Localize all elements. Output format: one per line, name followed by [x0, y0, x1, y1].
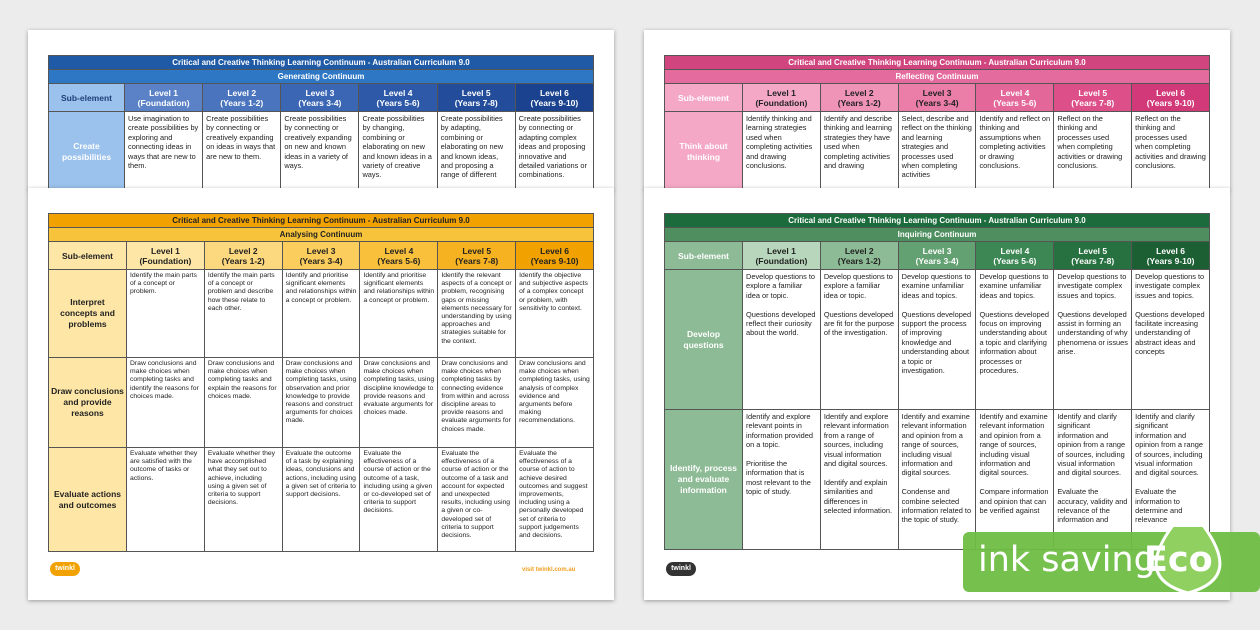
table-row: [49, 358, 594, 448]
analysing-main-title: Critical and Creative Thinking Learning Continuum - Australian Curriculum 9.0: [49, 214, 594, 228]
level-name: Level 6: [1156, 87, 1185, 98]
continuum-cell: Identify and describe thinking and learning strategies they have used when completing activities and drawing: [820, 112, 898, 191]
level-years: (Years 5-6): [993, 97, 1037, 108]
continuum-cell: Identify the main parts of a concept or problem and describe how these relate to each other.: [204, 270, 282, 358]
level-name: Level 1: [151, 245, 180, 256]
level-years: (Foundation): [139, 255, 192, 266]
level-header-4: [359, 84, 437, 112]
reflecting-continuum-title: Reflecting Continuum: [665, 70, 1210, 84]
continuum-cell: Identify and clarify significant information and opinion from a range of sources, including visual information and digital sources. Evaluate the accuracy, validity and relevance of the information and: [1054, 410, 1132, 550]
eco-text: Eco: [1144, 540, 1213, 580]
continuum-cell: Evaluate whether they have accomplished what they set out to achieve, including using a given set of criteria to support decisions.: [204, 448, 282, 552]
continuum-cell: Reflect on the thinking and processes used when completing activities and drawing conclusions.: [1132, 112, 1210, 191]
sub-element-header: Sub-element: [665, 84, 743, 112]
sub-element-cell: Develop questions: [665, 270, 743, 410]
level-name: Level 5: [1078, 87, 1108, 98]
level-name: Level 4: [383, 87, 413, 98]
level-header-4: [976, 84, 1054, 112]
level-years: (Years 3-4): [298, 97, 342, 108]
level-name: Level 2: [844, 245, 874, 256]
level-header-2: [820, 242, 898, 270]
level-name: Level 3: [305, 87, 335, 98]
continuum-cell: Evaluate the outcome of a task by explaining ideas, conclusions and actions, including using a given set of criteria to support decisions.: [282, 448, 360, 552]
reflecting-main-title: Critical and Creative Thinking Learning Continuum - Australian Curriculum 9.0: [665, 56, 1210, 70]
table-row: [49, 270, 594, 358]
sub-element-cell: Interpret concepts and problems: [49, 270, 127, 358]
continuum-cell: Develop questions to explore a familiar idea or topic. Questions developed are fit for the purpose of the investigation.: [820, 270, 898, 410]
continuum-cell: Reflect on the thinking and processes used when completing activities or drawing conclusions.: [1054, 112, 1132, 191]
reflecting-sheet: [644, 30, 1230, 190]
generating-table: [48, 55, 594, 190]
ink-saving-text: ink saving: [978, 540, 1156, 580]
level-years: (Years 9-10): [1146, 255, 1195, 266]
level-header-1: [125, 84, 203, 112]
level-years: (Years 7-8): [1071, 255, 1115, 266]
sub-element-cell: Create possibilities: [49, 112, 125, 191]
level-header-3: [282, 242, 360, 270]
continuum-cell: Identify and prioritise significant elements and relationships within a concept or problem.: [360, 270, 438, 358]
analysing-table: [48, 213, 594, 552]
level-name: Level 4: [1000, 245, 1030, 256]
level-years: (Years 5-6): [376, 97, 420, 108]
continuum-cell: Create possibilities by connecting or creatively expanding on new and known ideas in a variety of ways.: [281, 112, 359, 191]
continuum-cell: Develop questions to investigate complex issues and topics. Questions developed assist in forming an understanding of why phenomena or issues arise.: [1054, 270, 1132, 410]
level-name: Level 6: [540, 245, 569, 256]
level-name: Level 5: [461, 87, 491, 98]
level-years: (Years 1-2): [221, 255, 265, 266]
level-header-6: [516, 242, 594, 270]
continuum-cell: Develop questions to explore a familiar idea or topic. Questions developed reflect their curiosity about the world.: [743, 270, 821, 410]
continuum-cell: Identify thinking and learning strategies used when completing activities and drawing conclusions.: [743, 112, 821, 191]
level-name: Level 1: [767, 87, 796, 98]
continuum-cell: Draw conclusions and make choices when completing tasks, using discipline knowledge to provide reasons and evaluate arguments for choices made.: [360, 358, 438, 448]
continuum-cell: Create possibilities by adapting, combining or elaborating on new and known ideas, and proposing a range of different: [437, 112, 515, 191]
twinkl-logo-inquiring: twinkl: [666, 562, 696, 576]
level-name: Level 6: [539, 87, 569, 98]
continuum-cell: Evaluate the effectiveness of a course of action or the outcome of a task, including using a given or co-developed set of criteria to support decisions.: [360, 448, 438, 552]
level-header-2: [820, 84, 898, 112]
table-row: [49, 448, 594, 552]
continuum-cell: Evaluate whether they are satisfied with the outcome of tasks or actions.: [127, 448, 205, 552]
continuum-cell: Create possibilities by connecting or adapting complex ideas and proposing innovative and detailed variations or combinations.: [515, 112, 593, 191]
level-years: (Years 1-2): [837, 97, 881, 108]
level-header-3: [898, 242, 976, 270]
level-years: (Years 7-8): [455, 255, 499, 266]
generating-main-title: Critical and Creative Thinking Learning Continuum - Australian Curriculum 9.0: [49, 56, 594, 70]
level-header-2: [204, 242, 282, 270]
level-header-5: [1054, 84, 1132, 112]
analysing-continuum-title: Analysing Continuum: [49, 228, 594, 242]
sub-element-header: Sub-element: [49, 242, 127, 270]
level-years: (Years 3-4): [915, 97, 959, 108]
level-name: Level 1: [149, 87, 178, 98]
level-years: (Years 7-8): [454, 97, 498, 108]
level-header-3: [281, 84, 359, 112]
generating-sheet: [28, 30, 614, 190]
inquiring-continuum-title: Inquiring Continuum: [665, 228, 1210, 242]
level-years: (Years 3-4): [915, 255, 959, 266]
level-header-5: [438, 242, 516, 270]
continuum-cell: Evaluate the effectiveness of a course of action to achieve desired outcomes and suggest improvements, including using a personally developed set of criteria to support judgements and decisions.: [516, 448, 594, 552]
level-header-1: [743, 84, 821, 112]
level-header-6: [1132, 84, 1210, 112]
sub-element-cell: Evaluate actions and outcomes: [49, 448, 127, 552]
level-name: Level 1: [767, 245, 796, 256]
continuum-cell: Create possibilities by connecting or creatively expanding on ideas in ways that are new to them.: [203, 112, 281, 191]
continuum-cell: Develop questions to examine unfamiliar ideas and topics. Questions developed focus on improving understanding about a topic and clarifying information about processes or procedures.: [976, 270, 1054, 410]
continuum-cell: Create possibilities by changing, combining or elaborating on new and known ideas in a variety of creative ways.: [359, 112, 437, 191]
continuum-cell: Draw conclusions and make choices when completing tasks by connecting evidence from within and across discipline areas to provide reasons and evaluate arguments for choices made.: [438, 358, 516, 448]
level-name: Level 2: [227, 87, 257, 98]
level-name: Level 3: [922, 245, 952, 256]
level-header-6: [1132, 242, 1210, 270]
level-header-3: [898, 84, 976, 112]
level-header-4: [360, 242, 438, 270]
continuum-cell: Identify and examine relevant information and opinion from a range of sources, including visual information and digital sources. Compare information and opinion that can be verified against: [976, 410, 1054, 550]
continuum-cell: Identify and explore relevant information from a range of sources, including visual information and digital sources. Identify and explain similarities and differences in selected information.: [820, 410, 898, 550]
level-name: Level 5: [1078, 245, 1108, 256]
level-name: Level 2: [844, 87, 874, 98]
level-years: (Years 5-6): [377, 255, 421, 266]
table-row: [49, 112, 594, 191]
level-years: (Years 1-2): [837, 255, 881, 266]
sub-element-cell: Identify, process and evaluate information: [665, 410, 743, 550]
level-name: Level 3: [922, 87, 952, 98]
reflecting-table: [664, 55, 1210, 190]
sub-element-cell: Draw conclusions and provide reasons: [49, 358, 127, 448]
continuum-cell: Identify and clarify significant information and opinion from a range of sources, including visual information and digital sources. Evaluate the information to determine and relevance: [1132, 410, 1210, 550]
continuum-cell: Develop questions to examine unfamiliar ideas and topics. Questions developed support the process of improving knowledge and understanding about a topic or investigation.: [898, 270, 976, 410]
level-years: (Years 1-2): [220, 97, 264, 108]
continuum-cell: Identify and prioritise significant elements and relationships within a concept or problem.: [282, 270, 360, 358]
continuum-cell: Identify the main parts of a concept or problem.: [127, 270, 205, 358]
level-years: (Years 9-10): [530, 255, 579, 266]
level-name: Level 3: [306, 245, 336, 256]
twinkl-logo: twinkl: [50, 562, 80, 576]
level-years: (Years 7-8): [1071, 97, 1115, 108]
inquiring-table: [664, 213, 1210, 550]
level-years: (Foundation): [137, 97, 190, 108]
level-header-2: [203, 84, 281, 112]
sub-element-cell: Think about thinking: [665, 112, 743, 191]
continuum-cell: Identify the relevant aspects of a concept or problem, recognising gaps or missing elements necessary for understanding by using approaches and strategies suitable for the context.: [438, 270, 516, 358]
sub-element-header: Sub-element: [665, 242, 743, 270]
continuum-cell: Draw conclusions and make choices when completing tasks and explain the reasons for choices made.: [204, 358, 282, 448]
level-header-5: [1054, 242, 1132, 270]
inquiring-main-title: Critical and Creative Thinking Learning Continuum - Australian Curriculum 9.0: [665, 214, 1210, 228]
continuum-cell: Identify and examine relevant information and opinion from a range of sources, including visual information and digital sources. Condense and combine selected information related to the topic of study.: [898, 410, 976, 550]
level-years: (Foundation): [755, 255, 808, 266]
continuum-cell: Develop questions to investigate complex issues and topics. Questions developed facilitate increasing understanding of abstract ideas and concepts: [1132, 270, 1210, 410]
continuum-cell: Identify and explore relevant points in information provided on a topic. Prioritise the information that is most relevant to the topic of study.: [743, 410, 821, 550]
continuum-cell: Draw conclusions and make choices when completing tasks and identify the reasons for choices made.: [127, 358, 205, 448]
analysing-sheet: [28, 188, 614, 600]
continuum-cell: Draw conclusions and make choices when completing tasks, using analysis of complex evidence and arguments before making recommendations.: [516, 358, 594, 448]
level-header-6: [515, 84, 593, 112]
level-header-1: [743, 242, 821, 270]
continuum-cell: Select, describe and reflect on the thinking and learning strategies and processes used when completing activities: [898, 112, 976, 191]
sub-element-header: Sub-element: [49, 84, 125, 112]
level-name: Level 2: [228, 245, 258, 256]
footer-url[interactable]: visit twinkl.com.au: [522, 567, 576, 573]
level-name: Level 4: [1000, 87, 1030, 98]
level-name: Level 4: [384, 245, 414, 256]
level-years: (Years 5-6): [993, 255, 1037, 266]
continuum-cell: Evaluate the effectiveness of a course of action or the outcome of a task and account for expected and unexpected results, including using a given or co-developed set of criteria to support decisions.: [438, 448, 516, 552]
generating-continuum-title: Generating Continuum: [49, 70, 594, 84]
level-header-5: [437, 84, 515, 112]
continuum-cell: Identify the objective and subjective aspects of a complex concept or problem, with sensitivity to context.: [516, 270, 594, 358]
level-years: (Foundation): [755, 97, 808, 108]
level-years: (Years 9-10): [530, 97, 579, 108]
level-header-4: [976, 242, 1054, 270]
continuum-cell: Identify and reflect on thinking and assumptions when completing activities or drawing conclusions.: [976, 112, 1054, 191]
table-row: [665, 112, 1210, 191]
table-row: [665, 270, 1210, 410]
level-years: (Years 9-10): [1146, 97, 1195, 108]
level-name: Level 6: [1156, 245, 1185, 256]
continuum-cell: Draw conclusions and make choices when completing tasks, using observation and prior knowledge to provide reasons and construct arguments for choices made.: [282, 358, 360, 448]
continuum-cell: Use imagination to create possibilities by exploring and connecting ideas in ways that are new to them.: [125, 112, 203, 191]
level-name: Level 5: [462, 245, 492, 256]
level-years: (Years 3-4): [299, 255, 343, 266]
level-header-1: [127, 242, 205, 270]
